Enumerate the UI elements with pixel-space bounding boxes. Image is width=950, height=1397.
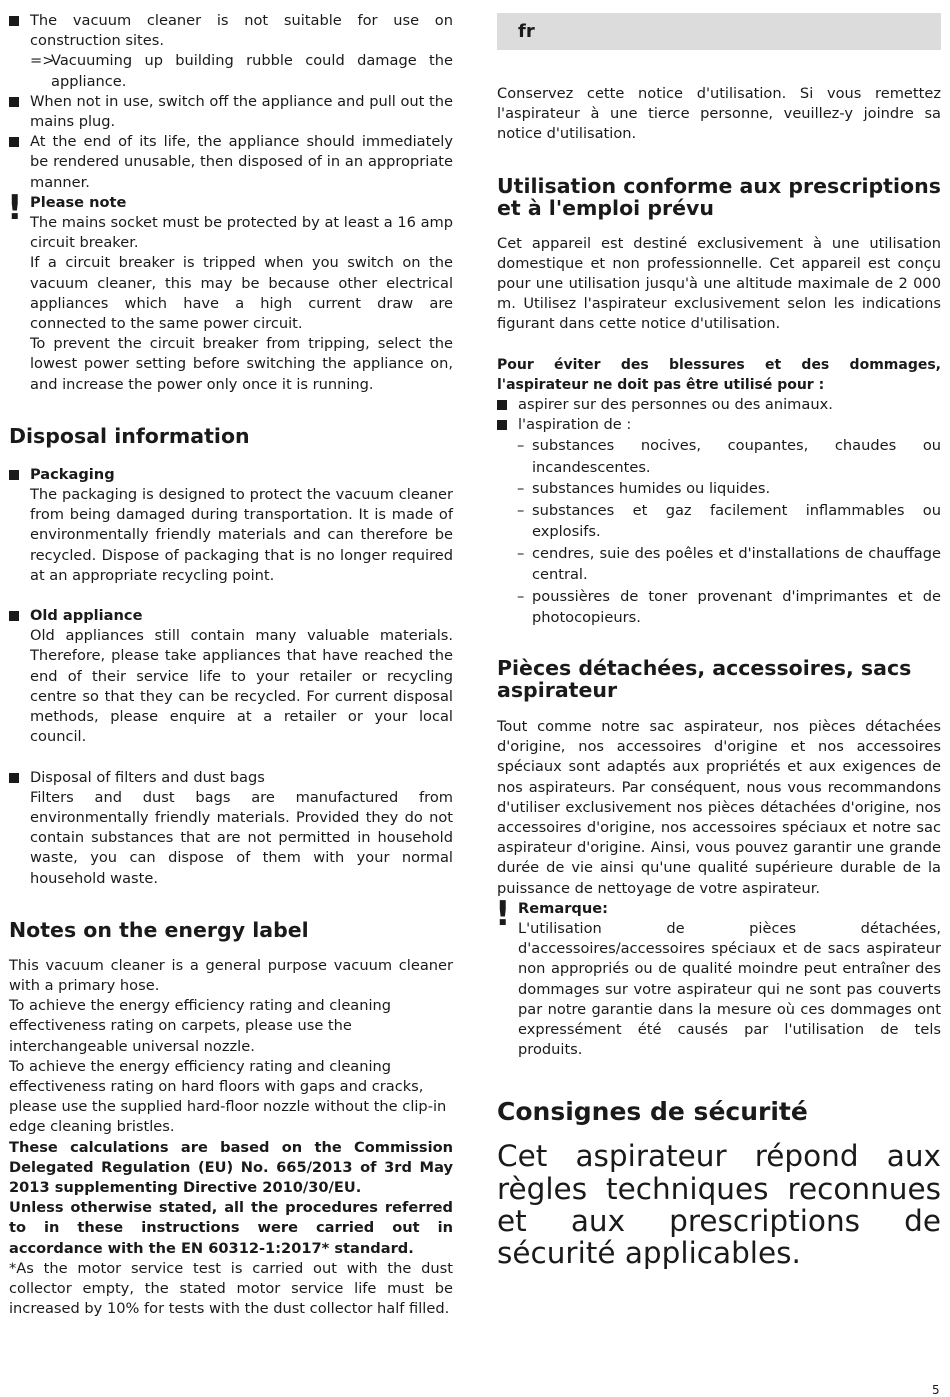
bullet-suction-of: l'aspiration de : <box>497 415 941 435</box>
square-bullet-icon <box>9 137 19 147</box>
use-heading: Utilisation conforme aux prescriptions et à l'emploi prévu <box>497 173 941 220</box>
square-bullet-icon <box>9 470 19 480</box>
square-bullet-icon <box>9 611 19 621</box>
arrow-icon: => <box>30 52 55 70</box>
bullet-persons: aspirer sur des personnes ou des animaux. <box>497 395 941 415</box>
note-block: ! Please note The mains socket must be protected by at least a 16 amp circuit breaker. If a circuit breaker is tripped when you switch on the vacuum cleaner, this may be because other electrical appliances which have a high current draw are connected to the same power circuit. To prevent the circuit breaker from tripping, select the lowest power setting before switching the appliance on, and increase the power only once it is running. <box>7 187 453 393</box>
parts-text: Tout comme notre sac aspirateur, nos pièces détachées d'origine, nos accessoires d'origine et nos accessoires spéciaux sont adaptés aux propriétés et aux exigences de nos aspirateurs. Par conséquent, nous vous recommandons d'utiliser exclusivement nos pièces détachées d'origine, nos accessoires d'origine, nos accessoires spéciaux et notre sac aspirateur d'origine. Ainsi, vous pouvez garantir une grande durée de vie ainsi qu'une qualité supérieure durable de la puissance de nettoyage de votre aspirateur. <box>497 717 941 897</box>
left-column <box>9 0 453 1319</box>
list-item: – substances nocives, coupantes, chaudes ou incandescentes. <box>517 437 941 476</box>
safety-heading: Consignes de sécurité <box>497 1097 808 1127</box>
right-column <box>497 0 941 1270</box>
use-text: Cet appareil est destiné exclusivement à une utilisation domestique et non professionnelle. Cet appareil est conçu pour une utilisation jusqu'à une altitude maximale de 2 000 m. Utilisez l'aspirateur exclusivement selon les indications figurant dans cette notice d'utilisation. <box>497 234 941 333</box>
list-item: – substances et gaz facilement inflammables ou explosifs. <box>517 501 941 541</box>
parts-heading: Pièces détachées, accessoires, sacs aspirateur <box>497 655 912 702</box>
bullet-filters: Disposal of filters and dust bags Filters and dust bags are manufactured from environmentally friendly materials. Provided they do not contain substances that are not permitted in household waste, you can dispose of them with your normal household waste. <box>9 768 453 889</box>
energy-heading: Notes on the energy label <box>9 917 309 942</box>
list-item: – substances humides ou liquides. <box>517 480 771 498</box>
square-bullet-icon <box>9 97 19 107</box>
bullet-switch-off: When not in use, switch off the appliance and pull out the mains plug. <box>9 92 453 132</box>
energy-section: This vacuum cleaner is a general purpose vacuum cleaner with a primary hose. To achieve the energy efficiency rating and cleaning effectiveness rating on carpets, please use the interchangeable universal nozzle. To achieve the energy efficiency rating and cleaning effectiveness rating on hard floors with gaps and cracks, please use the supplied hard-floor nozzle without the clip-in edge cleaning bristles. These calculations are based on the Commission Delegated Regulation (EU) No. 665/2013 of 3rd May 2013 supplementing Directive 2010/30/EU. Unless otherwise stated, all the procedures referred to in these instructions were carried out in accordance with the EN 60312-1:2017* standard. *As the motor service test is carried out with the dust collector empty, the stated motor service life must be increased by 10% for tests with the dust collector half filled. <box>9 956 453 1318</box>
intro-text: Conservez cette notice d'utilisation. Si vous remettez l'aspirateur à une tierce personne, veuillez-y joindre sa notice d'utilisation. <box>497 85 941 143</box>
bullet-old-appliance: Old appliance Old appliances still contain many valuable materials. Therefore, please take appliances that have reached the end of their service life to your retailer or recycling centre so that they can be recycled. For current disposal methods, please enquire at a retailer or your local council. <box>9 606 453 747</box>
bullet-construction: The vacuum cleaner is not suitable for use on construction sites. <box>9 11 453 51</box>
list-item: – cendres, suie des poêles et d'installations de chauffage central. <box>517 544 941 584</box>
square-bullet-icon <box>9 16 19 26</box>
exclamation-icon: ! <box>7 187 23 228</box>
exclamation-icon: ! <box>495 893 511 934</box>
square-bullet-icon <box>497 420 507 430</box>
disposal-heading: Disposal information <box>9 423 250 448</box>
list-item: – poussières de toner provenant d'imprimantes et de photocopieurs. <box>517 587 941 627</box>
square-bullet-icon <box>497 400 507 410</box>
bullet-packaging: Packaging The packaging is designed to protect the vacuum cleaner from being damaged during transportation. It is made of environmentally friendly materials and can therefore be recycled. Dispose of packaging that is no longer required at an appropriate recycling point. <box>9 465 453 586</box>
page-number: 5 <box>932 1383 940 1397</box>
warning-intro: Pour éviter des blessures et des dommages, l'aspirateur ne doit pas être utilisé pour : <box>497 356 941 393</box>
sub-list <box>497 435 941 629</box>
arrow-consequence: => Vacuuming up building rubble could damage the appliance. <box>30 52 453 90</box>
remark-block: ! Remarque: L'utilisation de pièces détachées, d'accessoires/accessoires spéciaux et de sacs aspirateur non appropriés ou de qualité moindre peut entraîner des dommages sur votre aspirateur qui ne sont pas couverts par notre garantie dans la mesure où ces dommages ont expressément été causés par l'utilisation de tels produits. <box>495 893 941 1059</box>
bullet-end-of-life: At the end of its life, the appliance should immediately be rendered unusable, then disposed of in an appropriate manner. <box>9 132 453 193</box>
note-title: Please note <box>30 193 127 211</box>
language-bar: fr <box>497 13 941 50</box>
safety-lead: Cet aspirateur répond aux règles techniques reconnues et aux prescriptions de sécurité applicables. <box>497 1139 941 1271</box>
remark-title: Remarque: <box>518 899 608 917</box>
square-bullet-icon <box>9 773 19 783</box>
